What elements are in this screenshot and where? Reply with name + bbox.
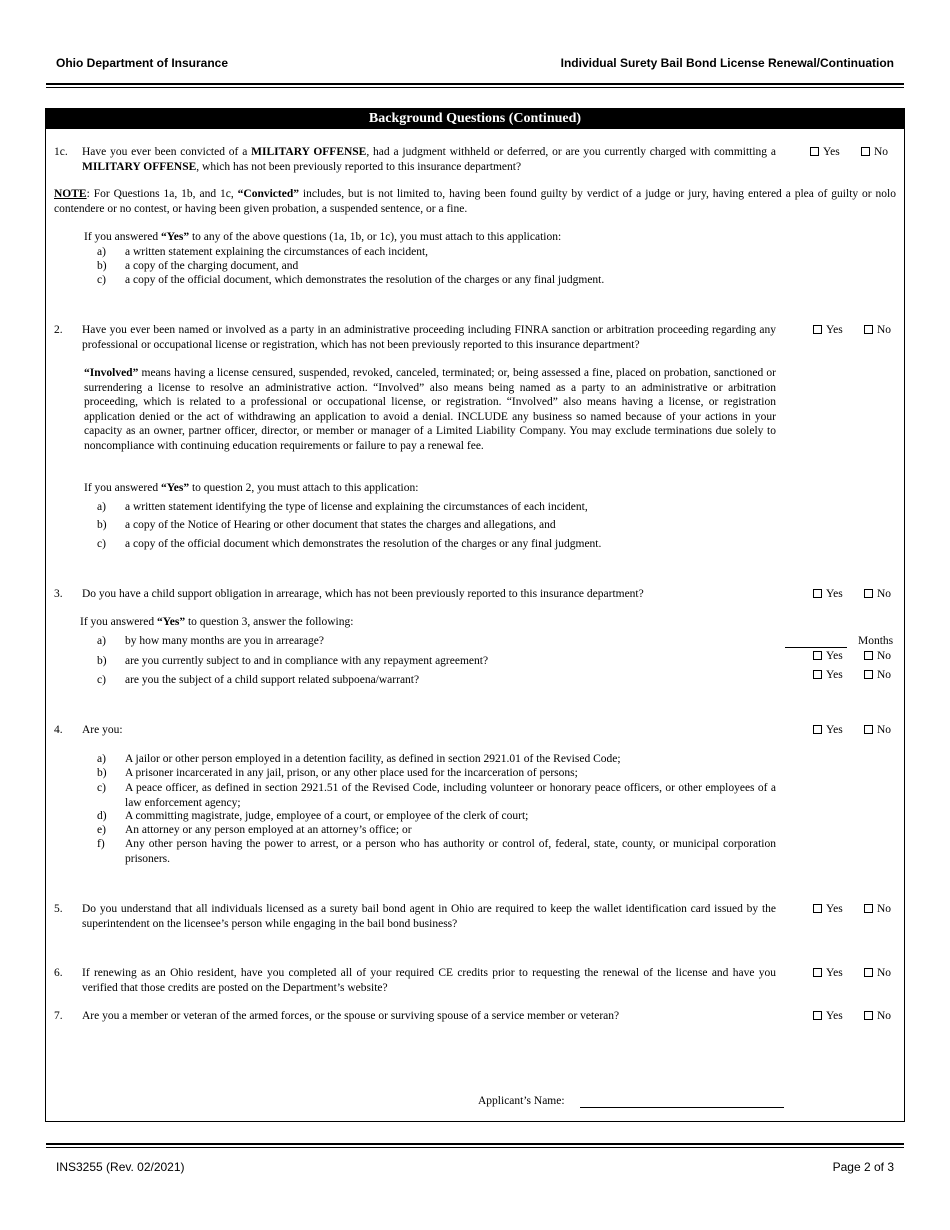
q1c-yes[interactable]: Yes <box>810 145 840 159</box>
q2-text: Have you ever been named or involved as a party in an administrative proceeding including FINRA sanction or arbitration proceeding regarding any professional or occupational license or registration, which has not been previously reported to this insurance department? <box>82 324 776 351</box>
q3c-yes[interactable]: Yes <box>813 668 843 682</box>
checkbox-icon[interactable] <box>813 725 822 734</box>
q4-letter: e) <box>97 824 106 836</box>
footer-rule-thin <box>46 1147 904 1148</box>
q7-no[interactable]: No <box>864 1009 891 1023</box>
header-rule-thin <box>46 87 904 88</box>
q4-letter: a) <box>97 753 106 765</box>
checkbox-icon[interactable] <box>813 904 822 913</box>
applicant-name-field[interactable] <box>580 1107 784 1108</box>
checkbox-icon[interactable] <box>813 325 822 334</box>
months-label: Months <box>858 635 894 647</box>
q3-letter: c) <box>97 674 106 686</box>
checkbox-icon[interactable] <box>810 147 819 156</box>
q3-item: are you the subject of a child support related subpoena/warrant? <box>125 674 420 686</box>
attach1-item: a copy of the charging document, and <box>125 260 299 272</box>
attach2-letter: b) <box>97 519 107 531</box>
q1c-no[interactable]: No <box>861 145 888 159</box>
q5-yes[interactable]: Yes <box>813 902 843 916</box>
footer-rule <box>46 1143 904 1145</box>
checkbox-icon[interactable] <box>813 670 822 679</box>
form-id: INS3255 (Rev. 02/2021) <box>56 1160 185 1174</box>
attach2-letter: c) <box>97 538 106 550</box>
q3-item: are you currently subject to and in compliance with any repayment agreement? <box>125 655 489 667</box>
q4-item: A peace officer, as defined in section 2921.51 of the Revised Code, including volunteer or honorary peace officers, or other employees of a law enforcement agency; <box>125 782 776 809</box>
q4-letter: b) <box>97 767 107 779</box>
q3c-no[interactable]: No <box>864 668 891 682</box>
checkbox-icon[interactable] <box>864 651 873 660</box>
involved-definition: “Involved” means having a license censured, suspended, revoked, canceled, terminated; or, being assessed a fine, placed on probation, sanctioned or surrendering a license to resolve an administrative action. “Involved” also means being named as a party to an administrative or arbitration proceeding, which is related to a professional or occupational license, or registration. “Involved” also means having a license, or registration application denied or the act of withdrawing an application to avoid a denial. INCLUDE any business so named because of your actions in your capacity as an owner, partner officer, director, or member or manager of a Limited Liability Company. You may exclude terminations due solely to noncompliance with continuing education requirements or failure to pay a renewal fee. <box>84 367 776 452</box>
q4-item: An attorney or any person employed at an attorney’s office; or <box>125 824 412 836</box>
checkbox-icon[interactable] <box>864 968 873 977</box>
q3-text: Do you have a child support obligation in arrearage, which has not been previously reported to this insurance department? <box>82 588 644 600</box>
q6-number: 6. <box>54 967 63 979</box>
q1c-text: Have you ever been convicted of a MILITARY OFFENSE, had a judgment withheld or deferred, or are you currently charged with committing a MILITARY OFFENSE, which has not been previously reported to this insurance department? <box>82 146 776 173</box>
checkbox-icon[interactable] <box>813 589 822 598</box>
checkbox-icon[interactable] <box>813 968 822 977</box>
q4-text: Are you: <box>82 724 123 736</box>
q3-no[interactable]: No <box>864 587 891 601</box>
q2-yes[interactable]: Yes <box>813 323 843 337</box>
q4-item: Any other person having the power to arrest, or a person who has authority or control of, federal, state, county, or municipal corporation prisoners. <box>125 838 776 865</box>
attach1-intro: If you answered “Yes” to any of the above questions (1a, 1b, or 1c), you must attach to this application: <box>84 231 562 243</box>
q4-number: 4. <box>54 724 63 736</box>
applicant-name-label: Applicant’s Name: <box>478 1095 565 1107</box>
q5-number: 5. <box>54 903 63 915</box>
section-title: Background Questions (Continued) <box>45 108 905 129</box>
q4-letter: c) <box>97 782 106 794</box>
attach2-intro: If you answered “Yes” to question 2, you must attach to this application: <box>84 482 419 494</box>
q4-item: A committing magistrate, judge, employee of a court, or employee of the clerk of court; <box>125 810 529 822</box>
checkbox-icon[interactable] <box>861 147 870 156</box>
q3b-yes[interactable]: Yes <box>813 649 843 663</box>
q6-no[interactable]: No <box>864 966 891 980</box>
q6-yes[interactable]: Yes <box>813 966 843 980</box>
attach2-item: a written statement identifying the type of license and explaining the circumstances of each incident, <box>125 501 588 513</box>
attach2-item: a copy of the Notice of Hearing or other document that states the charges and allegations, and <box>125 519 556 531</box>
agency-name: Ohio Department of Insurance <box>56 56 229 70</box>
q3-number: 3. <box>54 588 63 600</box>
checkbox-icon[interactable] <box>813 1011 822 1020</box>
checkbox-icon[interactable] <box>864 1011 873 1020</box>
q3-yes[interactable]: Yes <box>813 587 843 601</box>
q4-item: A jailor or other person employed in a detention facility, as defined in section 2921.01 of the Revised Code; <box>125 753 621 765</box>
q4-letter: f) <box>97 838 105 850</box>
q5-no[interactable]: No <box>864 902 891 916</box>
q3-letter: a) <box>97 635 106 647</box>
header-rule <box>46 83 904 85</box>
q3-letter: b) <box>97 655 107 667</box>
checkbox-icon[interactable] <box>864 725 873 734</box>
q4-no[interactable]: No <box>864 723 891 737</box>
form-title: Individual Surety Bail Bond License Renewal/Continuation <box>560 56 894 70</box>
q5-text: Do you understand that all individuals licensed as a surety bail bond agent in Ohio are required to keep the wallet identification card issued by the superintendent on the licensee’s person while engaging in the bail bond business? <box>82 903 776 930</box>
q6-text: If renewing as an Ohio resident, have you completed all of your required CE credits prior to requesting the renewal of the license and have you verified that those credits are posted on the Department’s website? <box>82 967 776 994</box>
attach1-letter: c) <box>97 274 106 286</box>
checkbox-icon[interactable] <box>864 325 873 334</box>
attach1-item: a copy of the official document, which demonstrates the resolution of the charges or any final judgment. <box>125 274 605 286</box>
attach2-item: a copy of the official document which demonstrates the resolution of the charges or any final judgment. <box>125 538 602 550</box>
q2-no[interactable]: No <box>864 323 891 337</box>
attach2-letter: a) <box>97 501 106 513</box>
q3b-no[interactable]: No <box>864 649 891 663</box>
months-input[interactable] <box>785 647 847 648</box>
attach1-letter: a) <box>97 246 106 258</box>
note-text: NOTE: For Questions 1a, 1b, and 1c, “Convicted” includes, but is not limited to, having been found guilty by verdict of a judge or jury, having entered a plea of guilty or nolo contendere or no contest, or having been given probation, a suspended sentence, or a fine. <box>54 188 897 215</box>
q4-letter: d) <box>97 810 107 822</box>
attach1-letter: b) <box>97 260 107 272</box>
checkbox-icon[interactable] <box>864 670 873 679</box>
checkbox-icon[interactable] <box>813 651 822 660</box>
checkbox-icon[interactable] <box>864 589 873 598</box>
q7-number: 7. <box>54 1010 63 1022</box>
page-number: Page 2 of 3 <box>832 1160 894 1174</box>
q7-yes[interactable]: Yes <box>813 1009 843 1023</box>
q4-item: A prisoner incarcerated in any jail, prison, or any other place used for the incarceration of persons; <box>125 767 578 779</box>
q1c-number: 1c. <box>54 146 68 158</box>
q3-item: by how many months are you in arrearage? <box>125 635 324 647</box>
checkbox-icon[interactable] <box>864 904 873 913</box>
q7-text: Are you a member or veteran of the armed forces, or the spouse or surviving spouse of a service member or veteran? <box>82 1010 620 1022</box>
q3-follow-intro: If you answered “Yes” to question 3, answer the following: <box>80 616 354 628</box>
q2-number: 2. <box>54 324 63 336</box>
attach1-item: a written statement explaining the circumstances of each incident, <box>125 246 429 258</box>
q4-yes[interactable]: Yes <box>813 723 843 737</box>
